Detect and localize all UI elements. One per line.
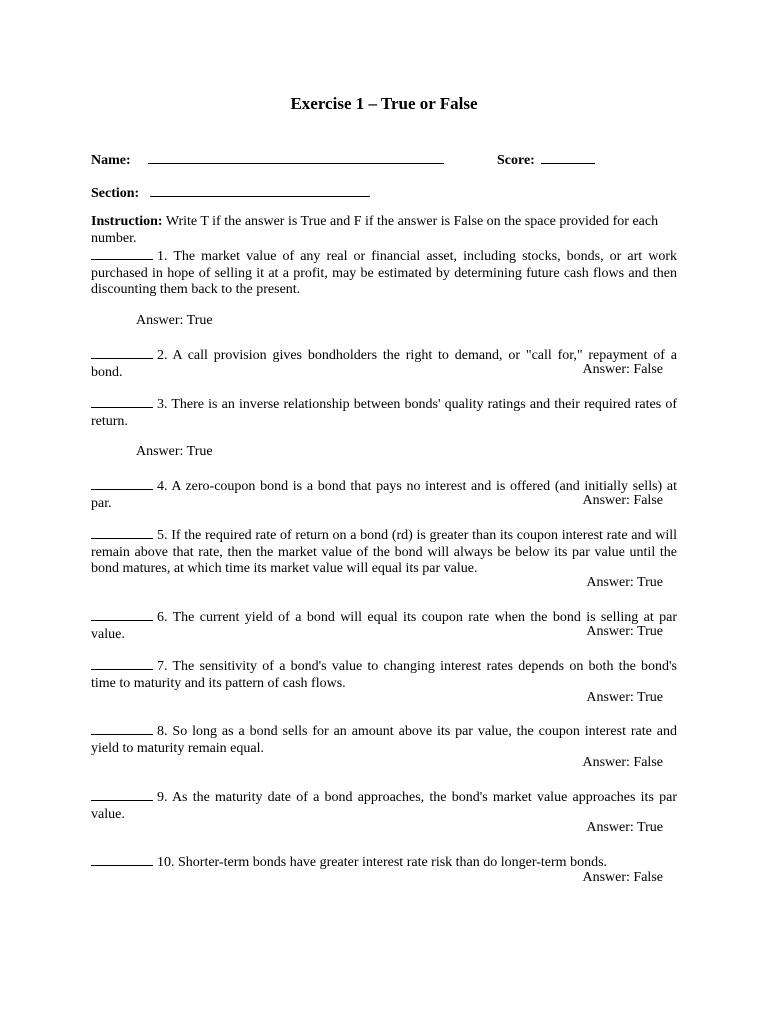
answer-10: Answer: False [582, 870, 663, 885]
question-7 [91, 657, 677, 692]
answer-1: Answer: True [136, 313, 213, 328]
answer-blank [91, 608, 153, 621]
score-blank [541, 150, 595, 164]
section-blank [150, 183, 370, 197]
answer-5: Answer: True [586, 575, 663, 590]
answer-blank [91, 722, 153, 735]
answer-2: Answer: False [582, 362, 663, 377]
page-title: Exercise 1 – True or False [290, 94, 478, 113]
question-5 [91, 526, 677, 578]
worksheet-page [91, 0, 677, 1024]
question-text: 4. A zero-coupon bond is a bond that pays no interest and is offered (and initially sells) at par. [91, 479, 677, 511]
score-label: Score: [497, 153, 535, 168]
question-text: 9. As the maturity date of a bond approaches, the bond's market value approaches its par value. [91, 790, 677, 822]
answer-blank [91, 346, 153, 359]
answer-4: Answer: False [582, 493, 663, 508]
question-3 [91, 395, 677, 430]
question-text: 6. The current yield of a bond will equal its coupon rate when the bond is selling at par value. [91, 610, 677, 642]
section-label: Section: [91, 186, 140, 201]
question-text: 2. A call provision gives bondholders the right to demand, or "call for," repayment of a bond. [91, 348, 677, 380]
answer-blank [91, 477, 153, 490]
name-row [91, 150, 444, 170]
answer-7: Answer: True [586, 690, 663, 705]
question-9 [91, 788, 677, 823]
name-blank [148, 150, 444, 164]
instruction [91, 214, 677, 247]
answer-blank [91, 788, 153, 801]
answer-blank [91, 395, 153, 408]
question-text: 5. If the required rate of return on a bond (rd) is greater than its coupon interest rate and will remain above that rate, then the market value of the bond will always be below its par value until the bond matures, at which time its market value will equal its par value. [91, 528, 677, 576]
answer-blank [91, 526, 153, 539]
answer-3: Answer: True [136, 444, 213, 459]
question-text: 8. So long as a bond sells for an amount above its par value, the coupon interest rate and yield to maturity remain equal. [91, 724, 677, 756]
question-8 [91, 722, 677, 757]
instruction-label: Instruction: [91, 214, 163, 229]
instruction-text: Write T if the answer is True and F if the answer is False on the space provided for each number. [91, 214, 659, 246]
answer-blank [91, 657, 153, 670]
question-text: 3. There is an inverse relationship between bonds' quality ratings and their required rates of return. [91, 397, 677, 429]
answer-9: Answer: True [586, 820, 663, 835]
answer-6: Answer: True [586, 624, 663, 639]
name-label: Name: [91, 153, 131, 168]
question-text: 1. The market value of any real or financial asset, including stocks, bonds, or art work purchased in hope of selling it at a profit, may be estimated by determining future cash flows and then discounting them back to the present. [91, 249, 677, 297]
score-row [497, 150, 595, 170]
answer-8: Answer: False [582, 755, 663, 770]
question-text: 10. Shorter-term bonds have greater interest rate risk than do longer-term bonds. [157, 855, 608, 870]
section-row [91, 183, 370, 203]
question-10 [91, 853, 677, 872]
answer-blank [91, 247, 153, 260]
question-1 [91, 247, 677, 299]
answer-blank [91, 853, 153, 866]
question-text: 7. The sensitivity of a bond's value to changing interest rates depends on both the bond's time to maturity and its pattern of cash flows. [91, 659, 677, 691]
